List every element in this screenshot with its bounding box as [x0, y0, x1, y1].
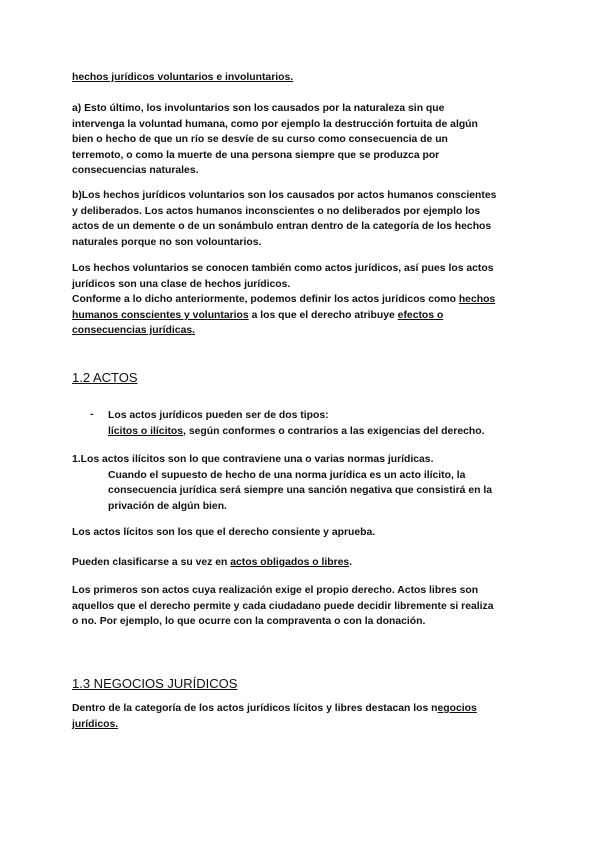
text-line: consecuencias naturales. — [72, 165, 199, 177]
text-line: consecuencias jurídicas. — [72, 325, 196, 337]
text-line: Los primeros son actos cuya realización exige el propio derecho. Actos libres son — [72, 585, 479, 596]
underlined-text: hechos — [458, 294, 496, 305]
text-line: intervenga la voluntad humana, como por ejemplo la destrucción fortuita de algún — [72, 118, 478, 130]
underlined-text: lícitos o ilícitos — [108, 425, 184, 437]
text-line: jurídicos son una clase de hechos jurídicos. — [72, 278, 291, 290]
paragraph-definicion — [72, 292, 542, 339]
text-line: consecuencia jurídica será siempre una sanción negativa que consistirá en la — [108, 485, 493, 497]
text-line — [72, 555, 542, 571]
text-line — [72, 308, 542, 324]
text-line: b)Los hechos jurídicos voluntarios son los causados por actos humanos conscientes — [72, 190, 497, 201]
underlined-text: egocios — [437, 703, 477, 714]
text-line — [72, 292, 542, 308]
text-run: Pueden clasificarse a su vez en — [72, 557, 231, 568]
bullet-dash: - — [90, 409, 94, 420]
text-run: a los que el derecho atribuye — [248, 309, 398, 321]
text-line: bien o hecho de que un río se desvíe de su curso como consecuencia de un — [72, 134, 448, 146]
text-run: . — [349, 557, 353, 568]
section-heading-negocios: 1.3 NEGOCIOS JURÍDICOS — [72, 676, 238, 691]
text-line: Los actos jurídicos pueden ser de dos tipos: — [108, 410, 329, 421]
underlined-text: humanos conscientes y voluntarios — [72, 309, 249, 321]
text-run: , según conformes o contrarios a las exigencias del derecho. — [183, 425, 485, 437]
paragraph-actos-juridicos — [72, 261, 542, 292]
text-line: terremoto, o como la muerte de una persona siempre que se produzca por — [72, 149, 440, 161]
underlined-text: efectos o — [397, 309, 444, 321]
text-line: privación de algún bien. — [108, 500, 227, 512]
text-line — [108, 424, 548, 440]
text-line: hechos jurídicos voluntarios e involuntarios. — [72, 72, 294, 83]
text-line — [72, 701, 542, 717]
text-line: aquellos que el derecho permite y cada ciudadano puede decidir libremente si realiza — [72, 600, 494, 612]
text-line: o no. Por ejemplo, lo que ocurre con la compraventa o con la donación. — [72, 616, 426, 628]
bullet-item-tipos — [108, 408, 548, 439]
section-heading-actos: 1.2 ACTOS — [72, 370, 138, 385]
text-run: Dentro de la categoría de los actos jurídicos lícitos y libres destacan los n — [72, 703, 438, 714]
text-line: jurídicos. — [72, 718, 119, 730]
text-line: 1.Los actos ilícitos son lo que contraviene una o varias normas jurídicas. — [72, 454, 434, 465]
paragraph-negocios — [72, 701, 542, 732]
paragraph-licitos — [72, 525, 542, 541]
paragraph-ilicitos — [72, 452, 542, 514]
paragraph-involuntarios — [72, 101, 542, 179]
text-line: a) Esto último, los involuntarios son los causados por la naturaleza sin que — [72, 103, 445, 114]
paragraph-voluntarios — [72, 188, 542, 250]
underlined-text: actos obligados o libres — [230, 557, 350, 568]
paragraph-clasificacion — [72, 555, 542, 571]
text-line: y deliberados. Los actos humanos inconscientes o no deliberados por ejemplo los — [72, 205, 481, 217]
text-run: Conforme a lo dicho anteriormente, podemos definir los actos jurídicos como — [72, 294, 459, 305]
text-line: actos de un demente o de un sonámbulo entran dentro de la categoría de los hechos — [72, 221, 492, 233]
text-line: Cuando el supuesto de hecho de una norma jurídica es un acto ilícito, la — [108, 469, 466, 481]
paragraph-heading-hechos — [72, 70, 542, 86]
paragraph-obligados-libres — [72, 583, 542, 630]
text-line: Los actos lícitos son los que el derecho consiente y aprueba. — [72, 527, 376, 538]
text-line: naturales porque no son volountarios. — [72, 236, 262, 248]
text-line: Los hechos voluntarios se conocen también como actos jurídicos, así pues los actos — [72, 263, 494, 274]
